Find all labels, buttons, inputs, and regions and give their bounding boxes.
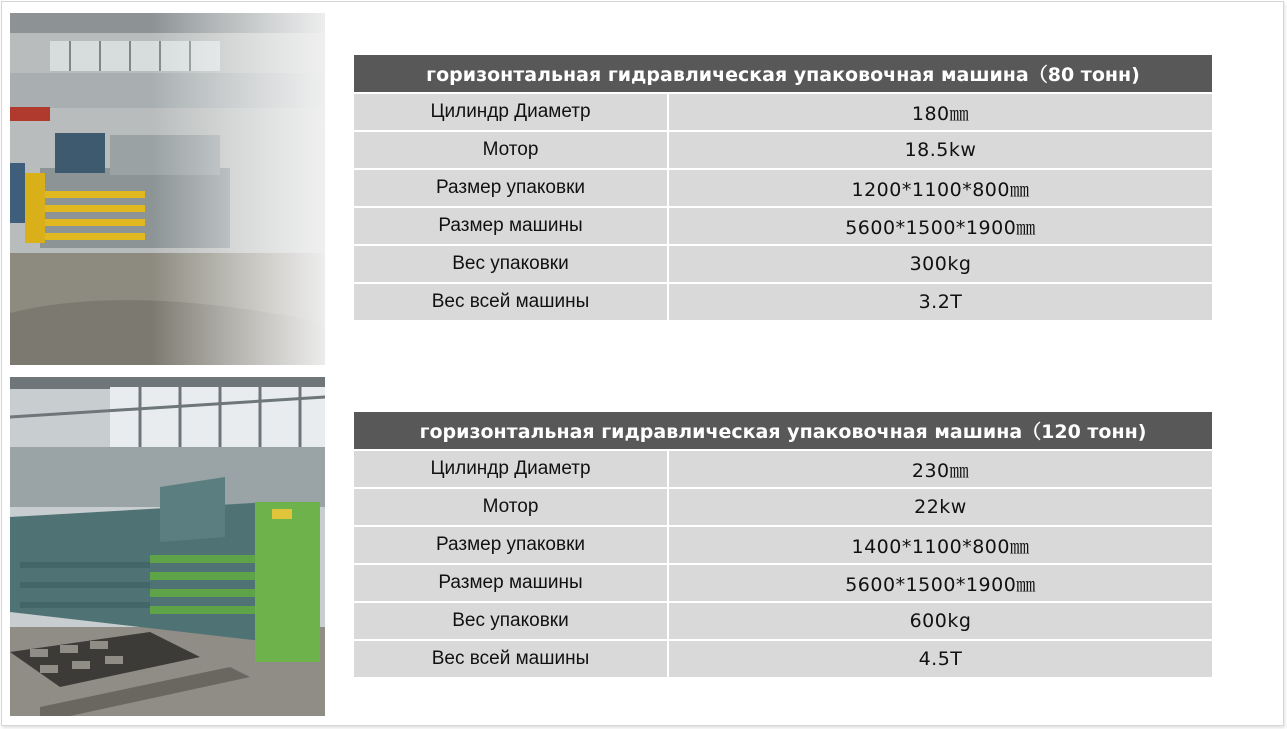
row-value: 5600*1500*1900㎜ <box>668 207 1212 245</box>
row-label: Вес всей машины <box>354 283 668 321</box>
row-value: 22kw <box>668 488 1212 526</box>
table-row <box>354 602 1212 640</box>
table-row <box>354 526 1212 564</box>
row-label: Цилиндр Диаметр <box>354 450 668 488</box>
table-title: горизонтальная гидравлическая упаковочная машина（80 тонн) <box>354 55 1212 93</box>
row-value: 4.5T <box>668 640 1212 678</box>
row-label: Мотор <box>354 131 668 169</box>
table-row <box>354 169 1212 207</box>
row-label: Размер машины <box>354 564 668 602</box>
row-value: 1200*1100*800㎜ <box>668 169 1212 207</box>
table-row <box>354 488 1212 526</box>
row-label: Вес упаковки <box>354 245 668 283</box>
row-label: Вес всей машины <box>354 640 668 678</box>
row-value: 180㎜ <box>668 93 1212 131</box>
row-label: Вес упаковки <box>354 602 668 640</box>
baler-80t-photo <box>10 13 325 365</box>
row-label: Размер упаковки <box>354 169 668 207</box>
row-value: 1400*1100*800㎜ <box>668 526 1212 564</box>
table-row <box>354 564 1212 602</box>
table-row <box>354 207 1212 245</box>
row-label: Размер машины <box>354 207 668 245</box>
row-value: 3.2T <box>668 283 1212 321</box>
row-value: 230㎜ <box>668 450 1212 488</box>
table-row <box>354 93 1212 131</box>
table-title: горизонтальная гидравлическая упаковочная машина（120 тонн) <box>354 412 1212 450</box>
spec-table-80t <box>354 55 1212 322</box>
row-label: Цилиндр Диаметр <box>354 93 668 131</box>
row-value: 18.5kw <box>668 131 1212 169</box>
row-value: 5600*1500*1900㎜ <box>668 564 1212 602</box>
baler-120t-photo <box>10 377 325 716</box>
table-row <box>354 640 1212 678</box>
row-value: 300kg <box>668 245 1212 283</box>
table-row <box>354 245 1212 283</box>
table-row <box>354 131 1212 169</box>
row-label: Мотор <box>354 488 668 526</box>
spec-table-120t <box>354 412 1212 679</box>
row-label: Размер упаковки <box>354 526 668 564</box>
row-value: 600kg <box>668 602 1212 640</box>
table-row <box>354 283 1212 321</box>
table-row <box>354 450 1212 488</box>
